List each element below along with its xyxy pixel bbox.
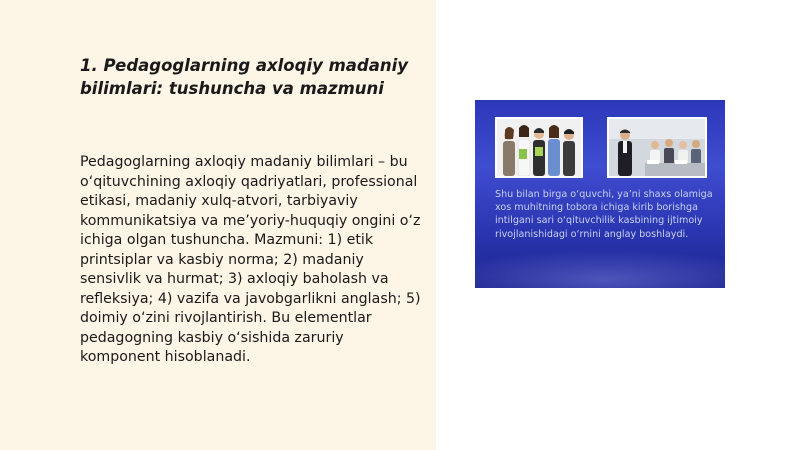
students-illustration: [497, 119, 581, 176]
classroom-illustration: [609, 119, 705, 176]
slide-body-text: Pedagoglarning axloqiy madaniy bilimlari – bu o‘qituvchining axloqiy qadriyatlari, professional etikasi, madaniy xulq-atvori, tarbiyaviy kommunikatsiya va me’yoriy-huquqiy ongini o‘z ichiga olgan tushuncha. Mazmuni: 1) etik printsiplar va kasbiy norma; 2) madaniy sensivlik va hurmat; 3) axloqiy baholash va refleksiya; 4) vazifa va javobgarlikni anglash; 5) doimiy o‘zini rivojlantirish. Bu elementlar pedagogning kasbiy o‘sishida zaruriy komponent hisoblanadi.: [80, 154, 421, 365]
classroom-photo: [607, 117, 707, 178]
photo-card: [475, 100, 725, 288]
students-photo: [495, 117, 583, 178]
card-caption: Shu bilan birga o‘quvchi, ya’ni shaxs olamiga xos muhitning tobora ichiga kirib borishga intilgani sari o‘qituvchilik kasbining ijtimoiy rivojlanishidagi o‘rnini anglay boshlaydi.: [495, 189, 713, 240]
card-light-streak: [475, 250, 725, 288]
slide-title: 1. Pedagoglarning axloqiy madaniy bilimlari: tushuncha va mazmuni: [80, 56, 409, 98]
